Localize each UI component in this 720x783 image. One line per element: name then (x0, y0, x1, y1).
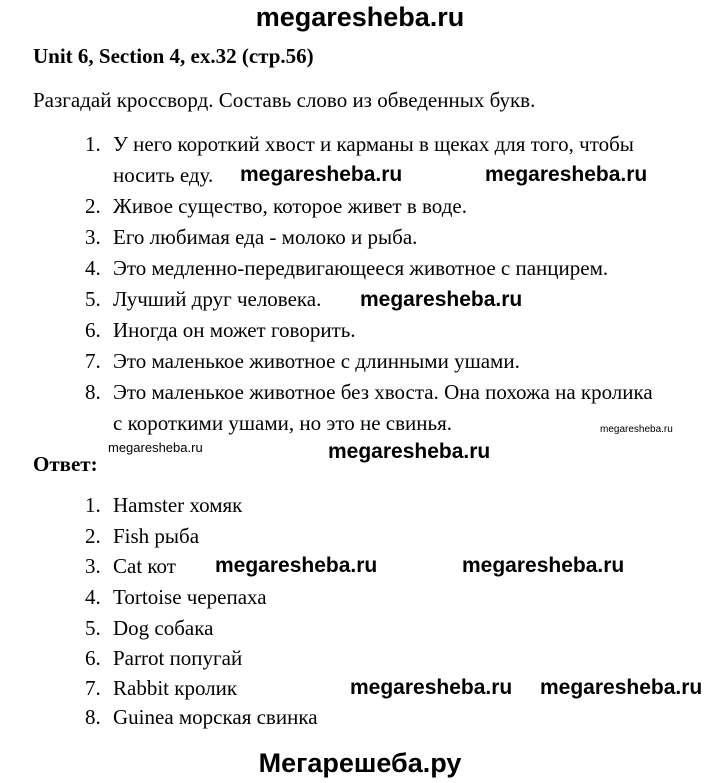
watermark: megaresheba.ru (360, 288, 523, 311)
question-3 (85, 222, 705, 253)
answer-heading: Ответ: (33, 452, 98, 476)
question-number: 4. (85, 256, 101, 280)
answer-text: Cat кот (113, 554, 176, 578)
question-number: 1. (85, 132, 101, 156)
answer-text: Dog собака (113, 616, 214, 640)
question-text-cont: с короткими ушами, но это не свинья. (113, 411, 453, 435)
watermark: megaresheba.ru (328, 440, 491, 463)
answer-number: 3. (85, 554, 101, 578)
answer-number: 2. (85, 524, 101, 548)
question-4 (85, 253, 705, 284)
answer-number: 5. (85, 616, 101, 640)
watermark-tiny: megaresheba.ru (600, 424, 673, 435)
answer-2 (85, 521, 705, 552)
answer-6 (85, 643, 705, 674)
watermark: megaresheba.ru (462, 554, 625, 577)
site-header: megaresheba.ru (255, 2, 465, 32)
answer-text: Hamster хомяк (113, 493, 243, 517)
question-number: 5. (85, 287, 101, 311)
answer-text: Guinea морская свинка (113, 705, 318, 729)
question-number: 8. (85, 380, 101, 404)
question-text: Это маленькое животное без хвоста. Она похожа на кролика (113, 380, 653, 404)
question-number: 3. (85, 225, 101, 249)
answer-text: Rabbit кролик (113, 676, 238, 700)
question-text: У него короткий хвост и карманы в щеках для того, чтобы (113, 132, 634, 156)
watermark-small: megaresheba.ru (108, 440, 203, 455)
question-text: Это маленькое животное с длинными ушами. (113, 349, 520, 373)
question-number: 7. (85, 349, 101, 373)
question-2 (85, 191, 705, 222)
answer-number: 1. (85, 493, 101, 517)
question-text: Лучший друг человека. (113, 287, 322, 311)
question-text: Иногда он может говорить. (113, 318, 356, 342)
watermark: megaresheba.ru (240, 163, 403, 186)
answer-1 (85, 490, 705, 521)
question-6 (85, 315, 705, 346)
answer-8 (85, 702, 705, 733)
question-text: Живое существо, которое живет в воде. (113, 194, 467, 218)
question-text: Его любимая еда - молоко и рыба. (113, 225, 418, 249)
watermark: megaresheba.ru (350, 676, 513, 699)
answer-number: 4. (85, 585, 101, 609)
question-7 (85, 346, 705, 377)
answer-text: Tortoise черепаха (113, 585, 267, 609)
exercise-title: Unit 6, Section 4, ex.32 (стр.56) (33, 44, 314, 68)
answer-number: 6. (85, 646, 101, 670)
watermark: megaresheba.ru (485, 163, 648, 186)
question-number: 6. (85, 318, 101, 342)
answer-4 (85, 582, 705, 613)
answer-text: Fish рыба (113, 524, 200, 548)
site-footer: Мегарешеба.ру (258, 748, 462, 778)
instruction: Разгадай кроссворд. Составь слово из обведенных букв. (33, 88, 536, 112)
watermark: megaresheba.ru (540, 676, 703, 699)
question-text: Это медленно-передвигающееся животное с панцирем. (113, 256, 609, 280)
question-text-cont: носить еду. (113, 163, 214, 187)
answer-5 (85, 613, 705, 644)
question-number: 2. (85, 194, 101, 218)
answer-text: Parrot попугай (113, 646, 243, 670)
answer-number: 8. (85, 705, 101, 729)
answer-number: 7. (85, 676, 101, 700)
watermark: megaresheba.ru (215, 554, 378, 577)
